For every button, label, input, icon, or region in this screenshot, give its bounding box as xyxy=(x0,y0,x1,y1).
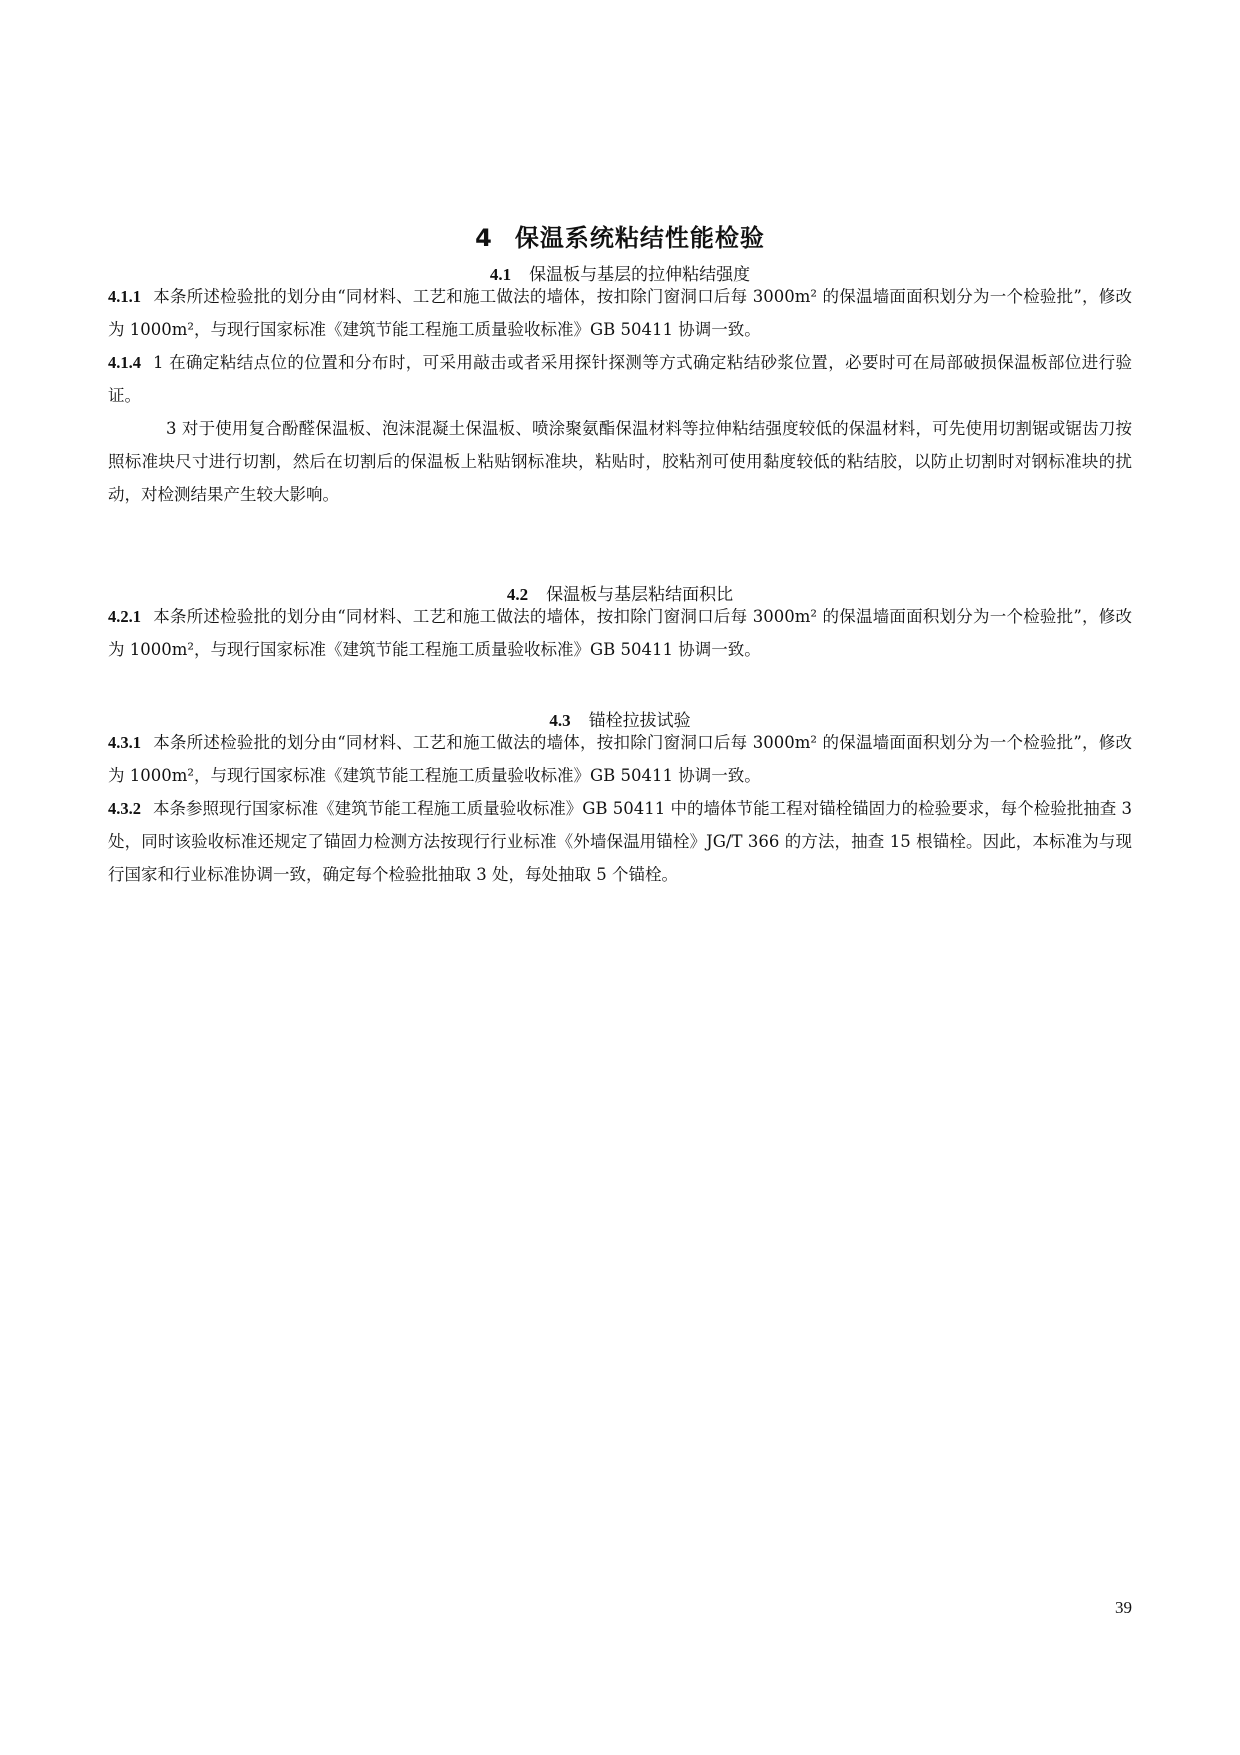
section-title-text: 锚栓拉拔试验 xyxy=(588,711,691,731)
clause-4-3-1 xyxy=(108,726,1132,792)
clause-text: 本条所述检验批的划分由“同材料、工艺和施工做法的墙体，按扣除门窗洞口后每 3000m² 的保温墙面面积划分为一个检验批”，修改为 1000m²，与现行国家标准《建筑节能工程施工质量验收标准》GB 50411 协调一致。 xyxy=(108,733,1132,785)
chapter-title-text: 保温系统粘结性能检验 xyxy=(514,224,765,252)
section-number: 4.2 xyxy=(506,585,529,604)
clause-number: 4.3.2 xyxy=(108,799,141,818)
clause-number: 4.1.1 xyxy=(108,287,141,306)
clause-text: 3 对于使用复合酚醛保温板、泡沫混凝土保温板、喷涂聚氨酯保温材料等拉伸粘结强度较低的保温材料，可先使用切割锯或锯齿刀按照标准块尺寸进行切割，然后在切割后的保温板上粘贴钢标准块，粘贴时，胶粘剂可使用黏度较低的粘结胶，以防止切割时对钢标准块的扰动，对检测结果产生较大影响。 xyxy=(108,419,1132,504)
section-number: 4.3 xyxy=(549,711,571,730)
clause-text: 本条所述检验批的划分由“同材料、工艺和施工做法的墙体，按扣除门窗洞口后每 3000m² 的保温墙面面积划分为一个检验批”，修改为 1000m²，与现行国家标准《建筑节能工程施工质量验收标准》GB 50411 协调一致。 xyxy=(108,607,1132,659)
clause-4-1-4 xyxy=(108,346,1132,412)
clause-text: 1 在确定粘结点位的位置和分布时，可采用敲击或者采用探针探测等方式确定粘结砂浆位置，必要时可在局部破损保温板部位进行验证。 xyxy=(108,353,1132,405)
clause-text: 本条所述检验批的划分由“同材料、工艺和施工做法的墙体，按扣除门窗洞口后每 3000m² 的保温墙面面积划分为一个检验批”，修改为 1000m²，与现行国家标准《建筑节能工程施工质量验收标准》GB 50411 协调一致。 xyxy=(108,287,1132,339)
section-title-text: 保温板与基层的拉伸粘结强度 xyxy=(529,265,751,285)
clause-number: 4.2.1 xyxy=(108,607,141,626)
page-number: 39 xyxy=(1115,1598,1132,1617)
chapter-number: 4 xyxy=(475,224,493,252)
section-number: 4.1 xyxy=(489,265,512,284)
clause-4-1-1 xyxy=(108,280,1132,346)
clause-number: 4.1.4 xyxy=(108,353,141,372)
clause-4-1-4-item-3 xyxy=(108,412,1132,511)
clause-number: 4.3.1 xyxy=(108,733,141,752)
clause-4-2-1 xyxy=(108,600,1132,666)
section-title-text: 保温板与基层粘结面积比 xyxy=(546,585,734,605)
chapter-title xyxy=(0,218,1240,253)
clause-text: 本条参照现行国家标准《建筑节能工程施工质量验收标准》GB 50411 中的墙体节能工程对锚栓锚固力的检验要求，每个检验批抽查 3 处，同时该验收标准还规定了锚固力检测方法按现行行业标准《外墙保温用锚栓》JG/T 366 的方法，抽查 15 根锚栓。因此，本标准为与现行国家和行业标准协调一致，确定每个检验批抽取 3 处，每处抽取 5 个锚栓。 xyxy=(108,799,1132,884)
clause-4-3-2 xyxy=(108,792,1132,891)
